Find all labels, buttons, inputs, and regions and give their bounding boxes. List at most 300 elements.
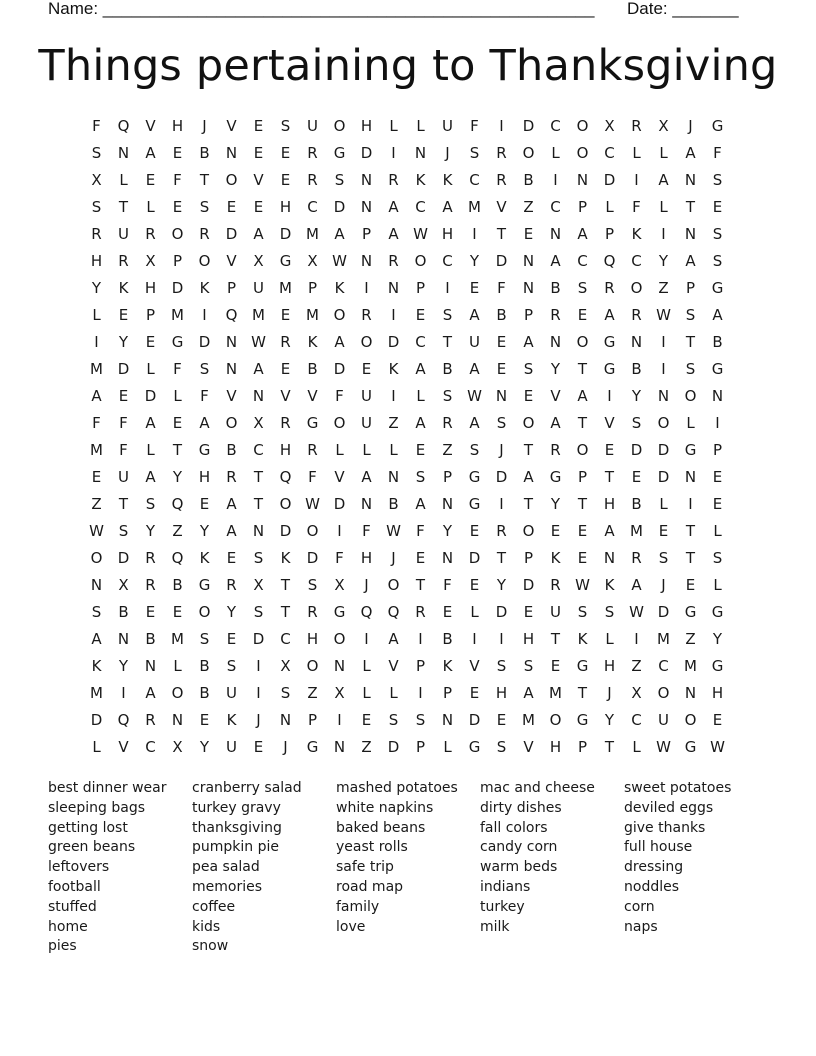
grid-letter: C bbox=[577, 252, 588, 270]
grid-letter: D bbox=[279, 522, 292, 540]
grid-letter: B bbox=[631, 360, 642, 378]
grid-letter: S bbox=[631, 414, 642, 432]
grid-letter: N bbox=[657, 387, 670, 405]
grid-letter: X bbox=[307, 252, 318, 270]
grid-letter: O bbox=[90, 549, 103, 567]
grid-letter: L bbox=[362, 684, 371, 702]
grid-letter: A bbox=[145, 414, 156, 432]
grid-letter: L bbox=[713, 522, 722, 540]
grid-letter: Q bbox=[171, 549, 184, 567]
grid-letter: U bbox=[307, 117, 318, 135]
grid-letter: A bbox=[685, 144, 696, 162]
word-list-column bbox=[192, 779, 336, 957]
grid-letter: G bbox=[279, 252, 292, 270]
grid-letter: D bbox=[387, 333, 400, 351]
grid-letter: T bbox=[685, 522, 696, 540]
word-list-column bbox=[48, 779, 192, 957]
word-list bbox=[48, 779, 768, 957]
grid-letter: S bbox=[469, 144, 480, 162]
grid-letter: G bbox=[306, 738, 319, 756]
grid-letter: P bbox=[442, 684, 453, 702]
grid-letter: V bbox=[280, 387, 291, 405]
grid-letter: R bbox=[307, 441, 318, 459]
grid-letter: V bbox=[550, 387, 561, 405]
grid-letter: U bbox=[658, 711, 669, 729]
grid-letter: R bbox=[550, 306, 561, 324]
grid-letter: C bbox=[145, 738, 156, 756]
grid-letter: X bbox=[631, 684, 642, 702]
word-list-item: best dinner wear bbox=[48, 780, 167, 796]
word-list-item: snow bbox=[192, 938, 229, 955]
grid-letter: D bbox=[333, 360, 346, 378]
grid-letter: U bbox=[118, 225, 129, 243]
grid-letter: G bbox=[198, 441, 211, 459]
grid-letter: T bbox=[523, 441, 534, 459]
grid-letter: G bbox=[468, 738, 481, 756]
grid-letter: B bbox=[172, 576, 183, 594]
word-list-column bbox=[624, 779, 768, 957]
word-list-item: leftovers bbox=[48, 859, 110, 876]
word-list-item: green beans bbox=[48, 839, 136, 856]
grid-letter: T bbox=[199, 171, 210, 189]
grid-letter: N bbox=[360, 495, 373, 513]
grid-letter: P bbox=[523, 549, 534, 567]
grid-letter: G bbox=[711, 117, 724, 135]
grid-letter: R bbox=[280, 333, 291, 351]
grid-letter: A bbox=[415, 495, 426, 513]
grid-letter: S bbox=[712, 252, 723, 270]
word-list-item: corn bbox=[624, 898, 655, 915]
grid-letter: P bbox=[226, 279, 237, 297]
grid-letter: D bbox=[279, 225, 292, 243]
grid-letter: B bbox=[226, 441, 237, 459]
grid-letter: N bbox=[441, 495, 454, 513]
grid-letter: I bbox=[661, 333, 666, 351]
grid-letter: H bbox=[360, 549, 373, 567]
grid-letter: V bbox=[145, 117, 156, 135]
grid-letter: I bbox=[634, 630, 639, 648]
grid-letter: U bbox=[442, 117, 453, 135]
grid-letter: I bbox=[391, 387, 396, 405]
word-list-item: fall colors bbox=[480, 819, 548, 836]
grid-letter: Q bbox=[117, 711, 130, 729]
grid-letter: X bbox=[172, 738, 183, 756]
grid-letter: T bbox=[577, 360, 588, 378]
grid-letter: D bbox=[495, 603, 508, 621]
grid-letter: F bbox=[632, 198, 641, 216]
grid-letter: R bbox=[496, 522, 507, 540]
grid-letter: W bbox=[710, 738, 725, 756]
grid-letter: O bbox=[576, 117, 589, 135]
grid-letter: G bbox=[468, 495, 481, 513]
grid-letter: I bbox=[634, 171, 639, 189]
grid-letter: D bbox=[144, 387, 157, 405]
grid-letter: B bbox=[118, 603, 129, 621]
grid-letter: T bbox=[280, 576, 291, 594]
grid-letter: R bbox=[280, 414, 291, 432]
grid-letter: P bbox=[604, 225, 615, 243]
grid-letter: E bbox=[523, 387, 534, 405]
grid-letter: F bbox=[173, 171, 182, 189]
grid-letter: N bbox=[522, 252, 535, 270]
grid-letter: T bbox=[604, 738, 615, 756]
grid-letter: S bbox=[442, 387, 453, 405]
grid-letter: D bbox=[117, 549, 130, 567]
grid-letter: S bbox=[712, 171, 723, 189]
grid-letter: Y bbox=[469, 252, 480, 270]
grid-letter: M bbox=[468, 198, 481, 216]
grid-letter: O bbox=[684, 387, 697, 405]
name-field-label: Name: ____________________________________________________ bbox=[48, 0, 595, 18]
word-list-item: pumpkin pie bbox=[192, 839, 279, 856]
grid-letter: L bbox=[686, 414, 695, 432]
grid-letter: S bbox=[523, 657, 534, 675]
grid-letter: I bbox=[688, 495, 693, 513]
grid-letter: L bbox=[416, 387, 425, 405]
grid-letter: P bbox=[577, 468, 588, 486]
grid-letter: E bbox=[361, 711, 372, 729]
grid-letter: E bbox=[469, 279, 480, 297]
grid-letter: C bbox=[550, 117, 561, 135]
grid-letter: L bbox=[389, 441, 398, 459]
grid-letter: B bbox=[388, 495, 399, 513]
grid-letter: F bbox=[335, 549, 344, 567]
grid-letter: J bbox=[202, 117, 207, 135]
grid-letter: V bbox=[388, 657, 399, 675]
grid-letter: A bbox=[712, 306, 723, 324]
word-list-column bbox=[336, 779, 480, 957]
grid-letter: L bbox=[470, 603, 479, 621]
grid-letter: B bbox=[523, 171, 534, 189]
grid-letter: Y bbox=[604, 711, 615, 729]
grid-letter: F bbox=[119, 441, 128, 459]
grid-letter: I bbox=[553, 171, 558, 189]
word-list-item: kids bbox=[192, 918, 221, 935]
grid-letter: Z bbox=[388, 414, 399, 432]
grid-letter: S bbox=[712, 549, 723, 567]
grid-letter: E bbox=[712, 711, 723, 729]
word-list-item: sweet potatoes bbox=[624, 780, 732, 796]
grid-letter: Y bbox=[199, 522, 210, 540]
grid-letter: S bbox=[685, 360, 696, 378]
grid-letter: V bbox=[307, 387, 318, 405]
grid-letter: E bbox=[226, 198, 237, 216]
grid-letter: K bbox=[118, 279, 129, 297]
grid-letter: S bbox=[442, 306, 453, 324]
grid-letter: A bbox=[523, 684, 534, 702]
grid-letter: N bbox=[333, 738, 346, 756]
grid-letter: M bbox=[279, 279, 292, 297]
grid-letter: R bbox=[388, 171, 399, 189]
grid-letter: H bbox=[522, 630, 535, 648]
grid-letter: I bbox=[499, 117, 504, 135]
grid-letter: I bbox=[391, 306, 396, 324]
grid-letter: T bbox=[604, 468, 615, 486]
grid-letter: S bbox=[199, 360, 210, 378]
grid-letter: W bbox=[467, 387, 482, 405]
grid-letter: L bbox=[146, 360, 155, 378]
grid-letter: A bbox=[415, 360, 426, 378]
grid-letter: K bbox=[199, 279, 210, 297]
grid-letter: E bbox=[145, 603, 156, 621]
grid-letter: E bbox=[361, 360, 372, 378]
grid-letter: M bbox=[90, 360, 103, 378]
grid-letter: A bbox=[253, 360, 264, 378]
grid-letter: E bbox=[631, 468, 642, 486]
grid-letter: U bbox=[226, 684, 237, 702]
grid-letter: D bbox=[495, 468, 508, 486]
grid-letter: V bbox=[334, 468, 345, 486]
grid-letter: J bbox=[256, 711, 261, 729]
grid-letter: L bbox=[362, 657, 371, 675]
grid-letter: E bbox=[280, 144, 291, 162]
grid-letter: E bbox=[145, 333, 156, 351]
grid-letter: G bbox=[198, 576, 211, 594]
grid-letter: N bbox=[603, 549, 616, 567]
grid-letter: D bbox=[90, 711, 103, 729]
grid-letter: L bbox=[632, 738, 641, 756]
grid-letter: R bbox=[199, 225, 210, 243]
grid-letter: M bbox=[522, 711, 535, 729]
grid-letter: F bbox=[308, 468, 317, 486]
grid-letter: A bbox=[442, 198, 453, 216]
word-list-item: love bbox=[336, 918, 366, 935]
grid-letter: K bbox=[91, 657, 102, 675]
grid-letter: O bbox=[657, 684, 670, 702]
grid-letter: V bbox=[253, 171, 264, 189]
grid-letter: N bbox=[630, 333, 643, 351]
grid-letter: E bbox=[685, 576, 696, 594]
grid-letter: P bbox=[145, 306, 156, 324]
grid-letter: O bbox=[225, 414, 238, 432]
grid-letter: E bbox=[253, 198, 264, 216]
grid-letter: A bbox=[388, 198, 399, 216]
grid-letter: T bbox=[550, 630, 561, 648]
grid-letter: L bbox=[389, 684, 398, 702]
grid-letter: Y bbox=[118, 657, 129, 675]
grid-letter: D bbox=[306, 549, 319, 567]
grid-letter: H bbox=[279, 198, 292, 216]
grid-letter: I bbox=[418, 684, 423, 702]
word-list-item: dressing bbox=[624, 859, 684, 876]
grid-letter: R bbox=[631, 117, 642, 135]
grid-letter: H bbox=[603, 657, 616, 675]
grid-letter: X bbox=[334, 684, 345, 702]
grid-letter: A bbox=[469, 360, 480, 378]
grid-letter: E bbox=[469, 684, 480, 702]
grid-letter: G bbox=[468, 468, 481, 486]
grid-letter: C bbox=[415, 198, 426, 216]
grid-letter: D bbox=[522, 576, 535, 594]
grid-letter: P bbox=[172, 252, 183, 270]
grid-letter: V bbox=[118, 738, 129, 756]
word-search-grid bbox=[83, 113, 731, 761]
word-list-item: pies bbox=[48, 938, 77, 955]
grid-letter: A bbox=[469, 306, 480, 324]
grid-letter: R bbox=[496, 171, 507, 189]
grid-letter: L bbox=[92, 738, 101, 756]
grid-letter: L bbox=[173, 387, 182, 405]
grid-letter: H bbox=[171, 117, 184, 135]
grid-letter: R bbox=[118, 252, 129, 270]
grid-letter: X bbox=[91, 171, 102, 189]
word-list-item: warm beds bbox=[480, 859, 558, 876]
grid-letter: R bbox=[226, 576, 237, 594]
grid-letter: G bbox=[333, 603, 346, 621]
grid-letter: I bbox=[94, 333, 99, 351]
grid-letter: A bbox=[145, 684, 156, 702]
grid-letter: A bbox=[226, 495, 237, 513]
grid-letter: B bbox=[712, 333, 723, 351]
grid-letter: Q bbox=[603, 252, 616, 270]
grid-letter: N bbox=[576, 171, 589, 189]
grid-letter: K bbox=[604, 576, 615, 594]
grid-letter: O bbox=[522, 414, 535, 432]
grid-letter: O bbox=[333, 117, 346, 135]
grid-letter: C bbox=[550, 198, 561, 216]
grid-letter: O bbox=[576, 333, 589, 351]
grid-letter: T bbox=[685, 333, 696, 351]
grid-letter: X bbox=[253, 576, 264, 594]
grid-letter: E bbox=[118, 306, 129, 324]
grid-letter: U bbox=[361, 414, 372, 432]
grid-letter: E bbox=[496, 360, 507, 378]
grid-letter: Y bbox=[631, 387, 642, 405]
grid-letter: F bbox=[92, 117, 101, 135]
grid-letter: A bbox=[523, 333, 534, 351]
grid-letter: B bbox=[631, 495, 642, 513]
grid-letter: T bbox=[280, 603, 291, 621]
word-list-item: family bbox=[336, 898, 380, 915]
grid-letter: A bbox=[361, 468, 372, 486]
grid-letter: E bbox=[253, 144, 264, 162]
grid-letter: T bbox=[118, 198, 129, 216]
grid-letter: D bbox=[171, 279, 184, 297]
grid-letter: L bbox=[659, 144, 668, 162]
grid-letter: R bbox=[496, 144, 507, 162]
grid-letter: S bbox=[199, 630, 210, 648]
grid-letter: T bbox=[685, 549, 696, 567]
grid-letter: H bbox=[441, 225, 454, 243]
grid-letter: V bbox=[604, 414, 615, 432]
grid-letter: H bbox=[90, 252, 103, 270]
grid-letter: D bbox=[657, 441, 670, 459]
grid-letter: K bbox=[442, 657, 453, 675]
grid-letter: P bbox=[523, 306, 534, 324]
grid-letter: L bbox=[146, 198, 155, 216]
grid-letter: C bbox=[469, 171, 480, 189]
grid-letter: F bbox=[173, 360, 182, 378]
grid-letter: W bbox=[305, 495, 320, 513]
grid-letter: I bbox=[472, 630, 477, 648]
grid-letter: E bbox=[415, 549, 426, 567]
grid-letter: Q bbox=[360, 603, 373, 621]
grid-letter: N bbox=[684, 225, 697, 243]
word-list-item: sleeping bags bbox=[48, 799, 146, 816]
word-list-item: deviled eggs bbox=[624, 799, 714, 816]
grid-letter: W bbox=[251, 333, 266, 351]
word-list-item: thanksgiving bbox=[192, 819, 282, 836]
grid-letter: E bbox=[280, 306, 291, 324]
grid-letter: L bbox=[605, 630, 614, 648]
grid-letter: E bbox=[145, 171, 156, 189]
word-list-item: cranberry salad bbox=[192, 780, 302, 796]
grid-letter: N bbox=[360, 171, 373, 189]
grid-letter: D bbox=[522, 117, 535, 135]
grid-letter: E bbox=[658, 522, 669, 540]
grid-letter: N bbox=[387, 468, 400, 486]
grid-letter: N bbox=[252, 522, 265, 540]
grid-letter: K bbox=[415, 171, 426, 189]
grid-letter: E bbox=[172, 144, 183, 162]
grid-letter: S bbox=[685, 306, 696, 324]
grid-letter: I bbox=[499, 495, 504, 513]
grid-letter: Y bbox=[226, 603, 237, 621]
grid-letter: B bbox=[199, 684, 210, 702]
word-list-item: full house bbox=[624, 839, 693, 856]
grid-letter: X bbox=[658, 117, 669, 135]
grid-letter: H bbox=[603, 495, 616, 513]
grid-letter: L bbox=[443, 738, 452, 756]
word-list-item: dirty dishes bbox=[480, 799, 562, 816]
grid-letter: B bbox=[442, 360, 453, 378]
grid-letter: T bbox=[577, 495, 588, 513]
grid-letter: N bbox=[252, 387, 265, 405]
grid-letter: S bbox=[604, 603, 615, 621]
grid-letter: A bbox=[226, 522, 237, 540]
grid-letter: T bbox=[172, 441, 183, 459]
grid-letter: M bbox=[306, 306, 319, 324]
grid-letter: D bbox=[333, 198, 346, 216]
grid-letter: O bbox=[279, 495, 292, 513]
word-list-item: mashed potatoes bbox=[336, 780, 458, 796]
grid-letter: O bbox=[630, 279, 643, 297]
grid-letter: R bbox=[415, 603, 426, 621]
grid-letter: K bbox=[631, 225, 642, 243]
grid-letter: S bbox=[415, 468, 426, 486]
grid-letter: E bbox=[577, 549, 588, 567]
grid-letter: B bbox=[496, 306, 507, 324]
grid-letter: A bbox=[577, 225, 588, 243]
grid-letter: I bbox=[121, 684, 126, 702]
grid-letter: F bbox=[497, 279, 506, 297]
grid-letter: A bbox=[550, 414, 561, 432]
grid-letter: K bbox=[280, 549, 291, 567]
grid-letter: D bbox=[603, 171, 616, 189]
grid-letter: C bbox=[604, 144, 615, 162]
grid-letter: G bbox=[549, 468, 562, 486]
word-list-item: yeast rolls bbox=[336, 839, 408, 856]
grid-letter: U bbox=[118, 468, 129, 486]
grid-letter: O bbox=[333, 414, 346, 432]
grid-letter: R bbox=[307, 603, 318, 621]
grid-letter: I bbox=[661, 225, 666, 243]
grid-letter: J bbox=[499, 441, 504, 459]
grid-letter: R bbox=[631, 306, 642, 324]
grid-letter: A bbox=[523, 468, 534, 486]
grid-letter: E bbox=[712, 468, 723, 486]
grid-letter: A bbox=[631, 576, 642, 594]
grid-letter: G bbox=[711, 279, 724, 297]
grid-letter: I bbox=[661, 360, 666, 378]
grid-letter: K bbox=[199, 549, 210, 567]
grid-letter: T bbox=[496, 225, 507, 243]
grid-letter: S bbox=[658, 549, 669, 567]
grid-letter: N bbox=[360, 252, 373, 270]
grid-letter: L bbox=[335, 441, 344, 459]
grid-letter: G bbox=[711, 603, 724, 621]
grid-letter: N bbox=[549, 333, 562, 351]
